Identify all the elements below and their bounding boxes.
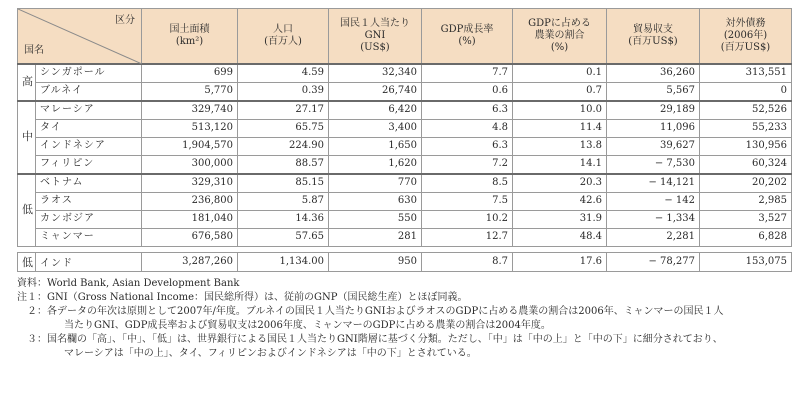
agriculture-share-value: 31.9 [513,210,607,228]
country-name: ブルネイ [36,82,142,101]
gni-value: 6,420 [329,101,422,120]
population-value: 1,134.00 [238,252,329,271]
note-3-continued: マレーシアは「中の上」、タイ、フィリピンおよびインドネシアは「中の下」とされている。 [64,347,477,359]
table-row [18,82,792,101]
trade-balance-value: 11,096 [607,119,700,137]
table-row [18,252,792,271]
header-area: 国土面積 (km²) [142,9,238,64]
gdp-growth-value: 8.5 [422,174,513,193]
area-value: 676,580 [142,228,238,246]
header-gni: 国民１人当たり GNI (US$) [329,9,422,64]
gdp-growth-value: 4.8 [422,119,513,137]
header-population: 人口 (百万人) [238,9,329,64]
table-row [18,210,792,228]
trade-balance-value: − 1,334 [607,210,700,228]
gdp-growth-value: 7.2 [422,155,513,174]
gdp-growth-value: 0.6 [422,82,513,101]
area-value: 329,740 [142,101,238,120]
header-agriculture-share: GDPに占める 農業の割合 (%) [513,9,607,64]
gdp-growth-value: 8.7 [422,252,513,271]
country-name: ベトナム [36,174,142,193]
trade-balance-value: 5,567 [607,82,700,101]
gdp-growth-value: 7.7 [422,64,513,83]
area-value: 5,770 [142,82,238,101]
external-debt-value: 20,202 [700,174,792,193]
population-value: 88.57 [238,155,329,174]
external-debt-value: 52,526 [700,101,792,120]
agriculture-share-value: 10.0 [513,101,607,120]
area-value: 699 [142,64,238,83]
agriculture-share-value: 14.1 [513,155,607,174]
external-debt-value: 313,551 [700,64,792,83]
gni-value: 630 [329,192,422,210]
external-debt-value: 60,324 [700,155,792,174]
header-gdp-growth: GDP成長率 (%) [422,9,513,64]
table-row [18,228,792,246]
external-debt-value: 153,075 [700,252,792,271]
agriculture-share-value: 0.7 [513,82,607,101]
table-row [18,155,792,174]
population-value: 85.15 [238,174,329,193]
agriculture-share-value: 11.4 [513,119,607,137]
country-name: タイ [36,119,142,137]
population-value: 0.39 [238,82,329,101]
area-value: 181,040 [142,210,238,228]
header-category-label: 区分 [115,15,135,26]
gni-value: 1,650 [329,137,422,155]
gdp-growth-value: 7.5 [422,192,513,210]
table-row [18,174,792,193]
table-row [18,119,792,137]
country-name: カンボジア [36,210,142,228]
gdp-growth-value: 6.3 [422,101,513,120]
country-name: フィリピン [36,155,142,174]
trade-balance-value: − 7,530 [607,155,700,174]
gdp-growth-value: 6.3 [422,137,513,155]
gni-value: 26,740 [329,82,422,101]
source-note: 資料： World Bank, Asian Development Bank [17,277,240,289]
external-debt-value: 3,527 [700,210,792,228]
country-name: マレーシア [36,101,142,120]
note-1: 注１： GNI（Gross National Income：国民総所得）は、従前のGNP（国民総生産）とほぼ同義。 [17,291,468,303]
table-row [18,137,792,155]
area-value: 3,287,260 [142,252,238,271]
area-value: 329,310 [142,174,238,193]
gni-value: 32,340 [329,64,422,83]
population-value: 65.75 [238,119,329,137]
external-debt-value: 0 [700,82,792,101]
footnotes [17,277,791,361]
population-value: 14.36 [238,210,329,228]
income-tier-cell: 低 [18,174,36,247]
population-value: 27.17 [238,101,329,120]
table-row [18,101,792,120]
trade-balance-value: − 14,121 [607,174,700,193]
agriculture-share-value: 0.1 [513,64,607,83]
statistics-figure [17,8,791,361]
country-name: インドネシア [36,137,142,155]
note-2-continued: 当たりGNI、GDP成長率および貿易収支は2006年度、ミャンマーのGDPに占める農業の割合は2004年度。 [64,319,551,331]
note-2: ２： 各データの年次は原則として2007年/年度。ブルネイの国民１人当たりGNIおよびラオスのGDPに占める農業の割合は2006年、ミャンマーの国民１人 [17,305,724,317]
table-row [18,192,792,210]
gni-value: 1,620 [329,155,422,174]
external-debt-value: 6,828 [700,228,792,246]
header-trade-balance: 貿易収支 (百万US$) [607,9,700,64]
external-debt-value: 130,956 [700,137,792,155]
income-tier-cell: 高 [18,64,36,101]
agriculture-share-value: 48.4 [513,228,607,246]
agriculture-share-value: 13.8 [513,137,607,155]
header-country-label: 国名 [24,44,44,56]
gni-value: 281 [329,228,422,246]
population-value: 224.90 [238,137,329,155]
country-statistics-table [17,8,792,247]
agriculture-share-value: 17.6 [513,252,607,271]
agriculture-share-value: 42.6 [513,192,607,210]
header-row [18,9,792,64]
agriculture-share-value: 20.3 [513,174,607,193]
header-corner-cell [18,9,142,64]
trade-balance-value: 36,260 [607,64,700,83]
india-comparison-table [17,252,792,272]
population-value: 5.87 [238,192,329,210]
country-name: ミャンマー [36,228,142,246]
trade-balance-value: 29,189 [607,101,700,120]
population-value: 57.65 [238,228,329,246]
gni-value: 950 [329,252,422,271]
income-tier-cell: 中 [18,101,36,174]
note-3: ３： 国名欄の「高」、「中」、「低」は、世界銀行による国民１人当たりGNI階層に基づく分類。ただし、「中」は「中の上」と「中の下」に細分されており、 [17,333,723,345]
country-name: ラオス [36,192,142,210]
area-value: 236,800 [142,192,238,210]
external-debt-value: 2,985 [700,192,792,210]
gni-value: 3,400 [329,119,422,137]
area-value: 300,000 [142,155,238,174]
external-debt-value: 55,233 [700,119,792,137]
country-name: インド [36,252,142,271]
population-value: 4.59 [238,64,329,83]
header-external-debt: 対外債務 (2006年) (百万US$) [700,9,792,64]
gdp-growth-value: 12.7 [422,228,513,246]
trade-balance-value: 2,281 [607,228,700,246]
trade-balance-value: − 142 [607,192,700,210]
area-value: 1,904,570 [142,137,238,155]
income-tier-cell: 低 [18,252,36,271]
gni-value: 770 [329,174,422,193]
table-row [18,64,792,83]
area-value: 513,120 [142,119,238,137]
trade-balance-value: 39,627 [607,137,700,155]
country-name: シンガポール [36,64,142,83]
gdp-growth-value: 10.2 [422,210,513,228]
gni-value: 550 [329,210,422,228]
trade-balance-value: − 78,277 [607,252,700,271]
